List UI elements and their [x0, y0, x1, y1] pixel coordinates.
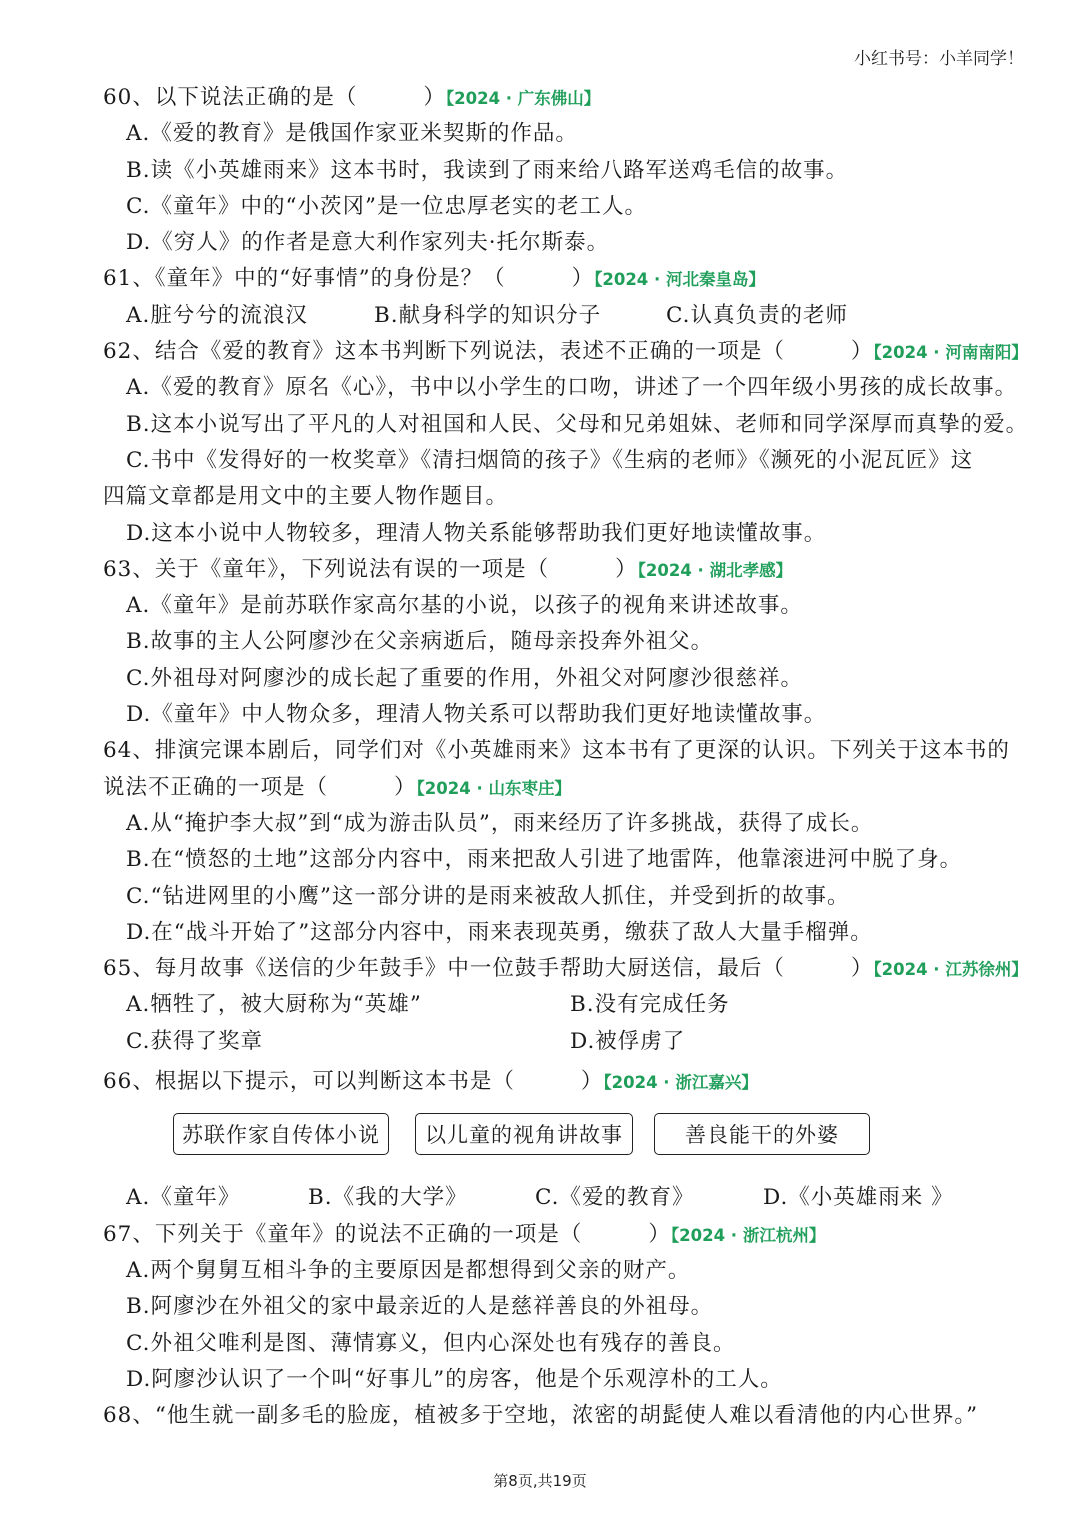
source-tag: 【2024 · 广东佛山】 — [445, 89, 601, 108]
option-d: D.在“战斗开始了”这部分内容中，雨来表现英勇，缴获了敌人大量手榴弹。 — [126, 919, 873, 945]
source-tag: 【2024 · 江苏徐州】 — [873, 960, 1028, 980]
option-a: A.脏兮兮的流浪汉 — [126, 302, 308, 328]
question-65-stem: 65、每月故事《送信的少年鼓手》中一位鼓手帮助大厨送信，最后（ ）【2024 · 江苏徐州】 — [103, 956, 1028, 982]
option-d: D.《穷人》的作者是意大利作家列夫·托尔斯泰。 — [126, 230, 610, 256]
page-number: 第8页,共19页 — [493, 1472, 587, 1490]
option-c: C.外祖父唯利是图、薄情寡义，但内心深处也有残存的善良。 — [126, 1330, 736, 1356]
options-row — [0, 298, 1080, 334]
option-a: A.《童年》 — [126, 1185, 241, 1211]
option-c: C.“钻进网里的小鹰”这一部分讲的是雨来被敌人抓住，并受到折的故事。 — [126, 883, 850, 909]
option-c: C.获得了奖章 — [126, 1028, 264, 1054]
question-67-stem: 67、下列关于《童年》的说法不正确的一项是（ ）【2024 · 浙江杭州】 — [103, 1221, 826, 1247]
question-63-stem: 63、关于《童年》，下列说法有误的一项是（ ）【2024 · 湖北孝感】 — [103, 556, 793, 582]
option-a: A.从“掩护李大叔”到“成为游击队员”，雨来经历了许多挑战，获得了成长。 — [126, 810, 874, 836]
option-a: A.《童年》是前苏联作家高尔基的小说，以孩子的视角来讲述故事。 — [126, 593, 803, 619]
option-d: D.《小英雄雨来 》 — [763, 1185, 954, 1211]
option-b: B.献身科学的知识分子 — [374, 302, 602, 328]
option-b: B.《我的大学》 — [308, 1185, 468, 1211]
option-d: D.《童年》中人物众多，理清人物关系可以帮助我们更好地读懂故事。 — [126, 702, 827, 728]
question-68-stem: 68、“他生就一副多毛的脸庞，植被多于空地，浓密的胡髭使人难以看清他的内心世界。” — [103, 1403, 979, 1429]
hint-box: 善良能干的外婆 — [654, 1113, 870, 1155]
question-66-stem: 66、根据以下提示，可以判断这本书是（ ）【2024 · 浙江嘉兴】 — [103, 1069, 758, 1095]
source-tag: 【2024 · 浙江嘉兴】 — [603, 1073, 758, 1093]
option-c: C.《爱的教育》 — [535, 1185, 695, 1211]
question-64-stem-continued: 说法不正确的一项是（ ）【2024 · 山东枣庄】 — [103, 774, 571, 800]
option-b: B.在“愤怒的土地”这部分内容中，雨来把敌人引进了地雷阵，他靠滚进河中脱了身。 — [126, 847, 963, 873]
option-d: D.这本小说中人物较多，理清人物关系能够帮助我们更好地读懂故事。 — [126, 520, 827, 546]
options-row — [0, 1024, 1080, 1060]
hint-boxes — [0, 1100, 1080, 1180]
question-list — [0, 80, 1080, 1434]
option-b: B.读《小英雄雨来》这本书时，我读到了雨来给八路军送鸡毛信的故事。 — [126, 157, 849, 183]
option-d: D.被俘虏了 — [570, 1028, 686, 1054]
option-b: B.阿廖沙在外祖父的家中最亲近的人是慈祥善良的外祖母。 — [126, 1294, 714, 1320]
source-tag: 【2024 · 湖北孝感】 — [637, 560, 793, 580]
source-tag: 【2024 · 河南南阳】 — [873, 343, 1028, 363]
hint-box: 苏联作家自传体小说 — [173, 1113, 389, 1155]
question-62-stem: 62、结合《爱的教育》这本书判断下列说法，表述不正确的一项是（ ）【2024 · 河南南阳】 — [103, 339, 1028, 365]
options-row — [0, 1180, 1080, 1216]
hint-box: 以儿童的视角讲故事 — [415, 1113, 633, 1155]
option-a: A.《爱的教育》是俄国作家亚米契斯的作品。 — [126, 121, 578, 147]
option-d: D.阿廖沙认识了一个叫“好事儿”的房客，他是个乐观淳朴的工人。 — [126, 1366, 783, 1392]
question-64-stem: 64、排演完课本剧后，同学们对《小英雄雨来》这本书有了更深的认识。下列关于这本书的 — [103, 738, 1010, 764]
question-60-stem: 60、以下说法正确的是（ ）【2024 · 广东佛山】 — [103, 85, 601, 110]
source-tag: 【2024 · 山东枣庄】 — [416, 778, 571, 798]
watermark: 小红书号：小羊同学！ — [854, 49, 1024, 69]
option-c: C.认真负责的老师 — [666, 302, 849, 328]
option-c: C.书中《发得好的一枚奖章》《清扫烟筒的孩子》《生病的老师》《濒死的小泥瓦匠》这 — [126, 447, 974, 473]
question-61-stem: 61、《童年》中的“好事情”的身份是？（ ）【2024 · 河北秦皇岛】 — [103, 266, 766, 292]
source-tag: 【2024 · 河北秦皇岛】 — [594, 270, 766, 290]
option-a: A.牺牲了，被大厨称为“英雄” — [126, 992, 422, 1018]
option-b: B.没有完成任务 — [570, 992, 730, 1018]
options-row — [0, 987, 1080, 1023]
option-c: C.外祖母对阿廖沙的成长起了重要的作用，外祖父对阿廖沙很慈祥。 — [126, 665, 804, 691]
option-b: B.这本小说写出了平凡的人对祖国和人民、父母和兄弟姐妹、老师和同学深厚而真挚的爱。 — [126, 411, 1029, 437]
option-b: B.故事的主人公阿廖沙在父亲病逝后，随母亲投奔外祖父。 — [126, 629, 714, 655]
option-a: A.《爱的教育》原名《心》，书中以小学生的口吻，讲述了一个四年级小男孩的成长故事。 — [126, 375, 1018, 401]
option-c-continued: 四篇文章都是用文中的主要人物作题目。 — [103, 484, 509, 510]
option-c: C.《童年》中的“小茨冈”是一位忠厚老实的老工人。 — [126, 193, 648, 219]
source-tag: 【2024 · 浙江杭州】 — [670, 1225, 826, 1245]
option-a: A.两个舅舅互相斗争的主要原因是都想得到父亲的财产。 — [126, 1257, 691, 1283]
